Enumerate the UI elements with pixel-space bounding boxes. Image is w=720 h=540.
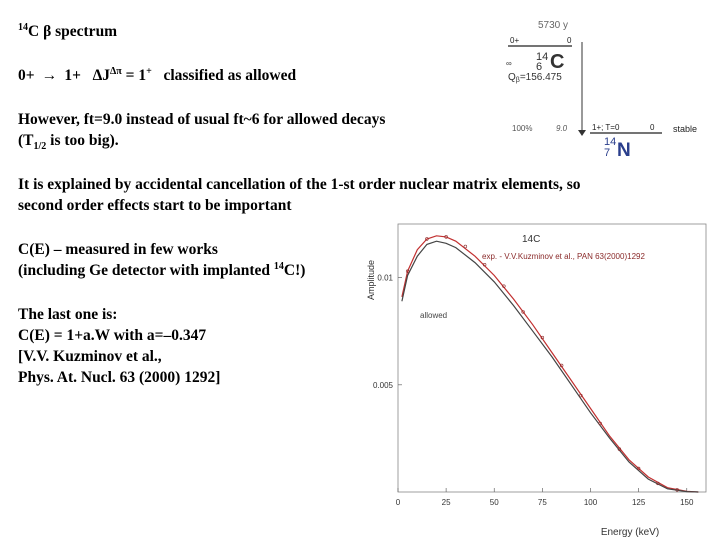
allowed-label: allowed <box>420 311 448 320</box>
q-value-label <box>508 72 562 84</box>
ce-line-2-b: C!) <box>283 262 306 279</box>
parent-level-energy: 0 <box>567 36 572 45</box>
q-subscript: β <box>515 77 520 84</box>
ref-line-1: The last one is: <box>18 306 118 323</box>
x-tick-label: 125 <box>631 498 646 507</box>
parent-mass-number: 14 <box>536 51 549 63</box>
allowed-curve <box>402 241 698 492</box>
ft-line-1: However, ft=9.0 instead of usual ft~6 for allowed decays <box>18 111 386 128</box>
axis-ticks <box>373 274 694 507</box>
q-label: Q <box>508 72 516 83</box>
ft-line-2-sub: 1/2 <box>33 141 47 153</box>
parent-symbol: C <box>550 51 565 73</box>
exp-curve <box>402 236 698 492</box>
delta-eq: = 1 <box>125 67 147 84</box>
exp-data-point <box>464 245 467 248</box>
parent-spin-label: 0+ <box>510 36 520 45</box>
x-tick-label: 100 <box>583 498 598 507</box>
daughter-atomic-number: 7 <box>604 147 611 159</box>
transition-line <box>18 66 296 85</box>
beta-spectrum-chart <box>360 220 720 540</box>
x-tick-label: 0 <box>395 498 401 507</box>
delta-label: J <box>102 67 111 84</box>
chart-title: 14C <box>522 234 541 245</box>
x-tick-label: 25 <box>441 498 451 507</box>
ref-line-3: [V.V. Kuzminov et al., <box>18 348 162 365</box>
infinity-symbol: ∞ <box>506 59 512 68</box>
q-number: =156.475 <box>519 72 562 83</box>
daughter-level-energy: 0 <box>650 123 655 132</box>
slide-title <box>18 22 117 41</box>
explain-line-1: It is explained by accidental cancellation of the 1-st order nuclear matrix elements, so <box>18 176 581 193</box>
branch-percent: 100% <box>512 124 533 133</box>
ref-line-2: C(E) = 1+a.W with a=–0.347 <box>18 327 207 344</box>
ft-line-2 <box>18 131 119 153</box>
x-tick-label: 50 <box>489 498 499 507</box>
decay-scheme-diagram <box>500 12 715 162</box>
ft-line-2-a: (T <box>18 132 34 149</box>
x-tick-label: 150 <box>680 498 694 507</box>
y-tick-label: 0.01 <box>377 273 393 283</box>
logft-value: 9.0 <box>556 124 568 133</box>
x-axis-label: Energy (keV) <box>600 527 660 538</box>
x-tick-label: 75 <box>537 498 547 507</box>
beta-arrow-head <box>578 130 586 136</box>
exp-points <box>406 235 678 491</box>
daughter-spin-label: 1+; T=0 <box>592 123 620 132</box>
spin-to: 1+ <box>64 67 81 84</box>
arrow-right-icon: → <box>41 67 58 84</box>
halflife-label: 5730 y <box>538 20 569 31</box>
title-mass: 14 <box>18 21 28 33</box>
title-text: C β spectrum <box>28 23 118 40</box>
ce-line-2-sup: 14 <box>273 260 284 272</box>
ce-line-1: C(E) – measured in few works <box>18 241 218 258</box>
y-tick-label: 0.005 <box>372 380 393 390</box>
plot-frame <box>398 224 706 492</box>
stable-label: stable <box>673 124 698 134</box>
delta-icon: Δ <box>92 67 103 84</box>
parent-atomic-number: 6 <box>536 61 543 73</box>
y-axis-label: Amplitude <box>366 259 376 301</box>
delta-eq-sup: + <box>146 65 152 77</box>
ce-line-2-a: (including Ge detector with implanted <box>18 262 274 279</box>
classification: classified as allowed <box>163 67 297 84</box>
exp-legend-label: exp. - V.V.Kuzminov et al., PAN 63(2000)1292 <box>482 252 645 261</box>
daughter-symbol: N <box>617 140 631 161</box>
chart-curves <box>402 236 698 492</box>
ft-line-2-b: is too big). <box>46 132 119 149</box>
spin-from: 0+ <box>18 67 35 84</box>
delta-sup: Δπ <box>110 65 122 77</box>
explain-line-2: second order effects start to be important <box>18 197 292 214</box>
ce-line-2 <box>18 261 305 280</box>
ref-line-4: Phys. At. Nucl. 63 (2000) 1292] <box>18 369 221 386</box>
daughter-mass-number: 14 <box>604 136 617 148</box>
